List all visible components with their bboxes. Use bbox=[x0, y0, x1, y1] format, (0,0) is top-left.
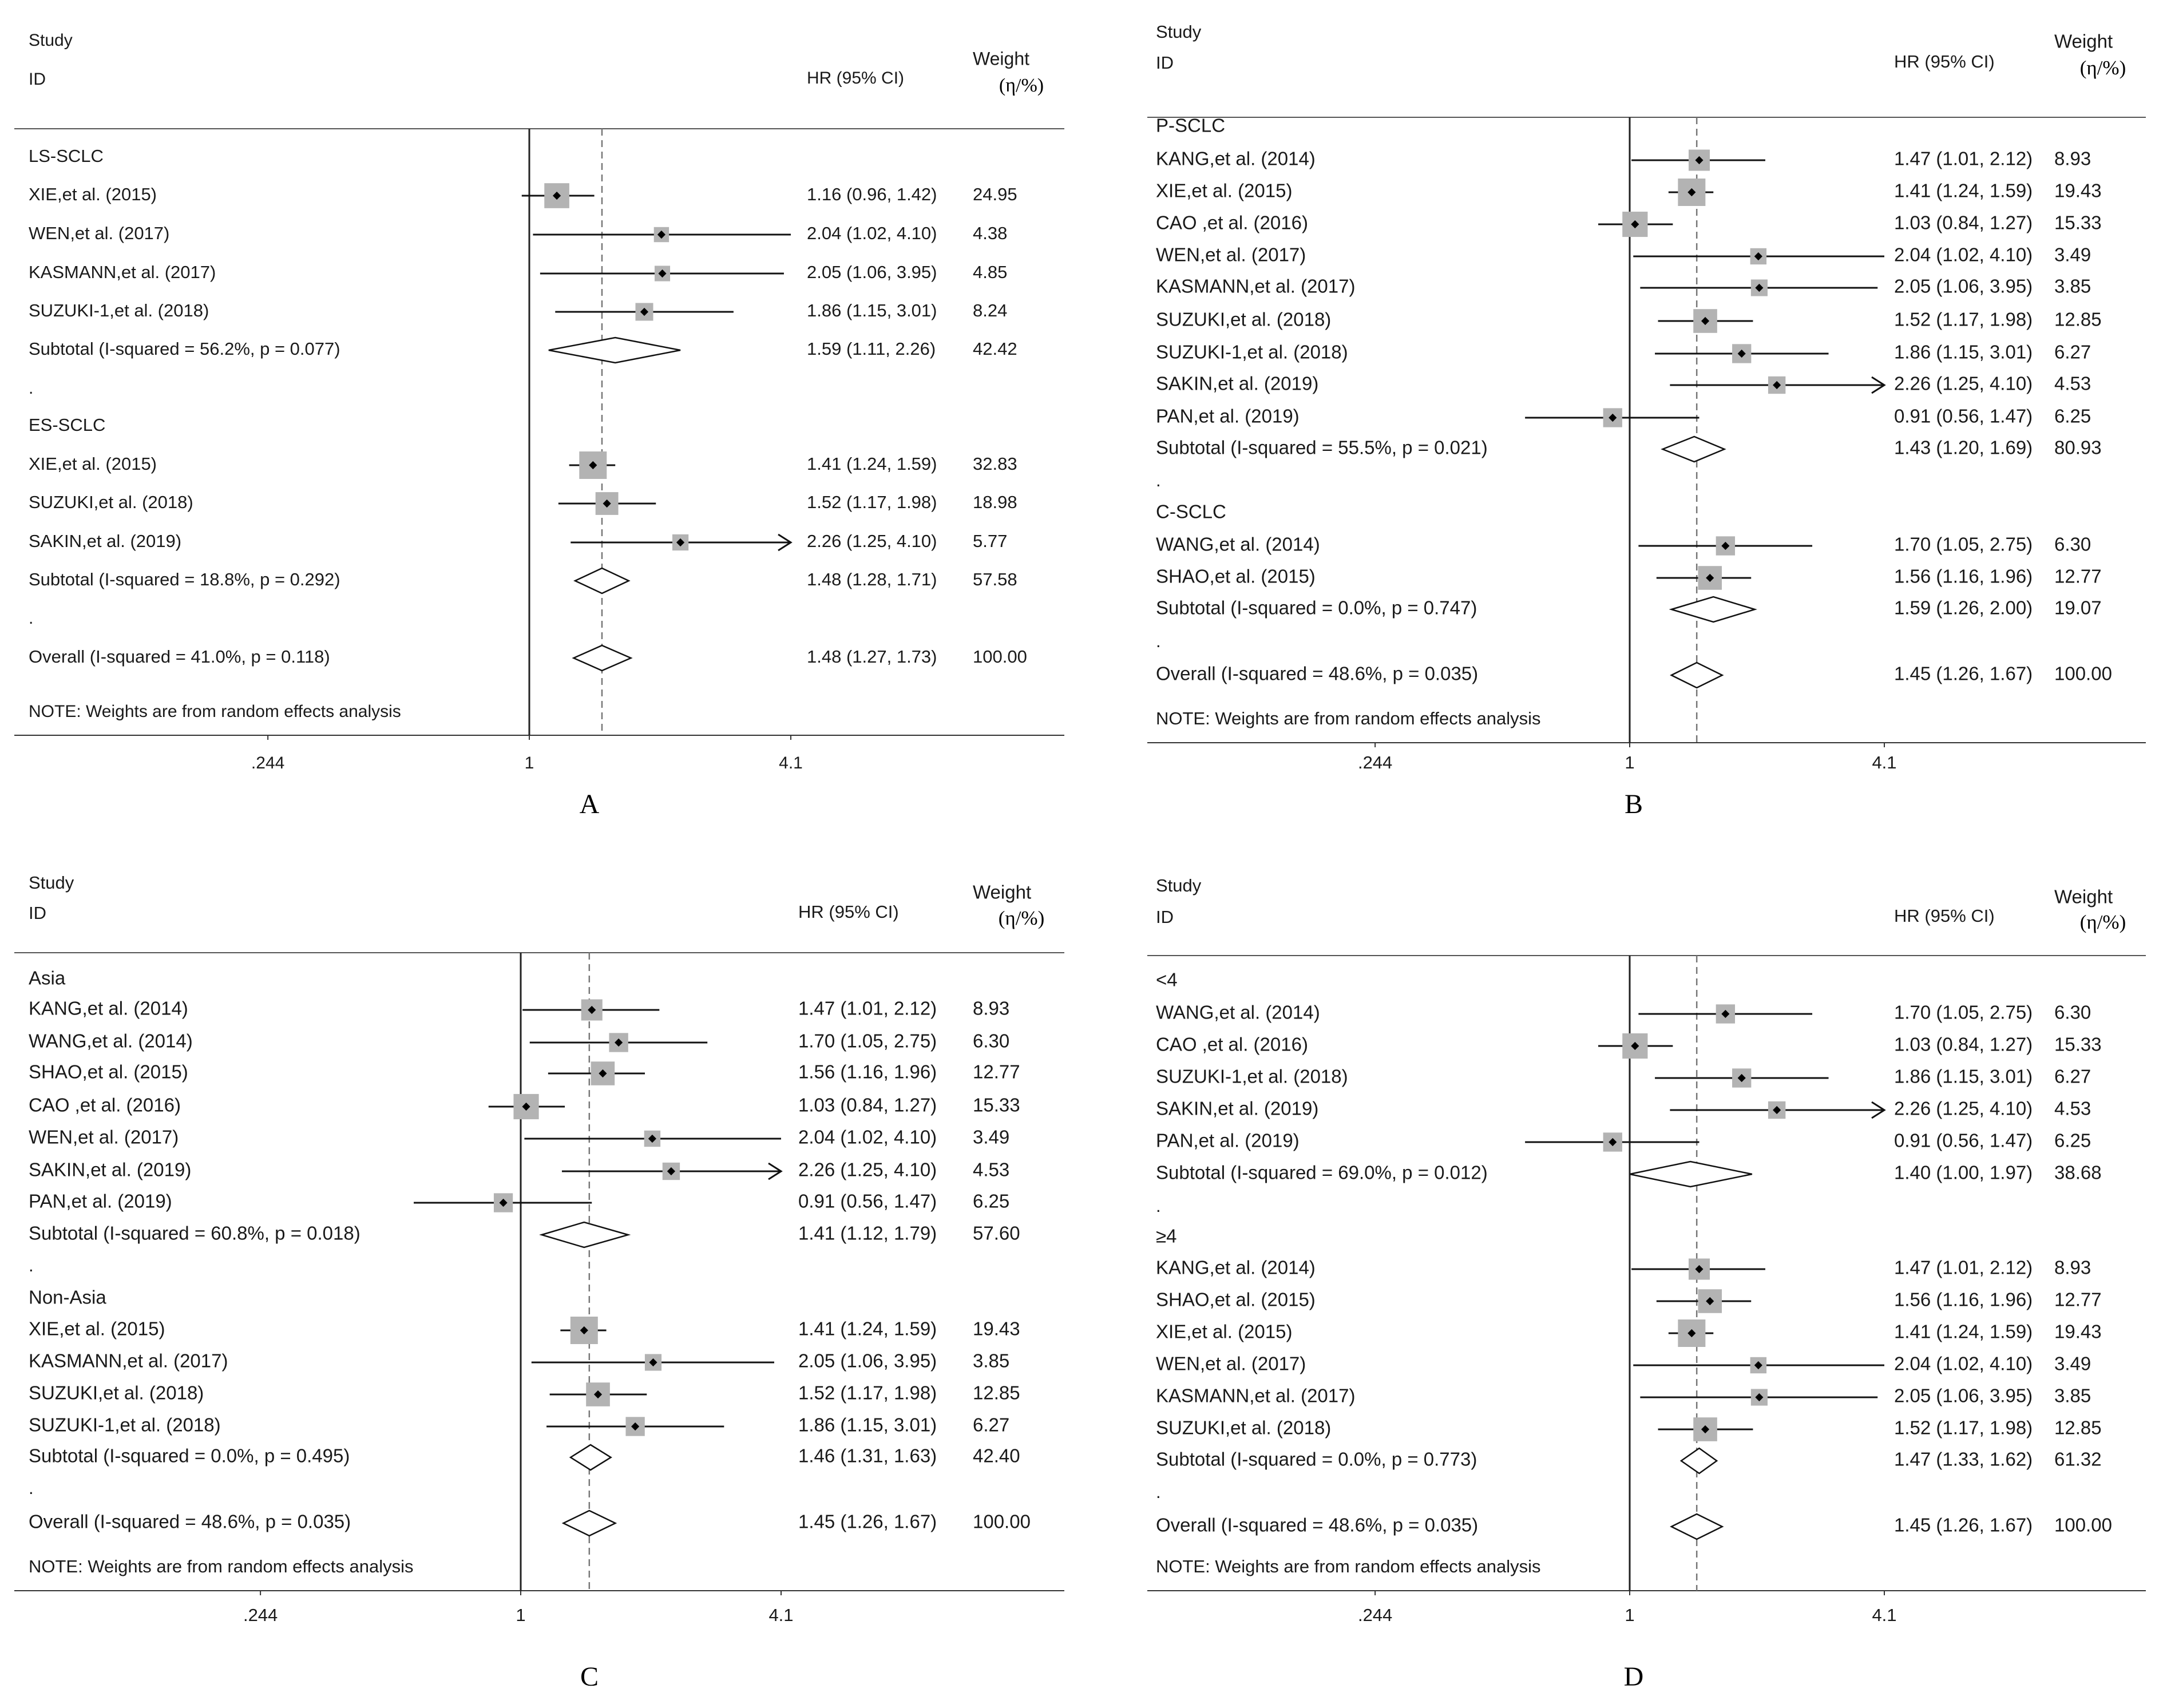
study-weight: 3.85 bbox=[2054, 1385, 2091, 1406]
spacer-dot: . bbox=[1156, 631, 1161, 652]
study-label: SAKIN,et al. (2019) bbox=[29, 531, 182, 552]
study-label: PAN,et al. (2019) bbox=[29, 1190, 172, 1212]
header-hr: HR (95% CI) bbox=[1894, 51, 1995, 72]
header-study: Study bbox=[29, 873, 74, 893]
subtotal-hr-ci: 1.59 (1.11, 2.26) bbox=[807, 339, 936, 359]
header-weight: Weight bbox=[973, 881, 1032, 903]
study-label: KANG,et al. (2014) bbox=[1156, 1257, 1316, 1278]
study-label: WEN,et al. (2017) bbox=[1156, 1353, 1306, 1374]
study-weight: 6.27 bbox=[2054, 341, 2091, 363]
study-weight: 6.25 bbox=[973, 1190, 1010, 1212]
study-weight: 3.85 bbox=[973, 1350, 1010, 1372]
study-hr-ci: 2.04 (1.02, 4.10) bbox=[1894, 244, 2033, 265]
study-weight: 6.25 bbox=[2054, 1130, 2091, 1151]
header-weight: Weight bbox=[2054, 30, 2113, 52]
study-hr-ci: 2.04 (1.02, 4.10) bbox=[1894, 1353, 2033, 1374]
header-weight-unit: (η/%) bbox=[998, 907, 1045, 930]
header-weight: Weight bbox=[2054, 886, 2113, 908]
study-hr-ci: 1.56 (1.16, 1.96) bbox=[1894, 565, 2033, 587]
subtotal-hr-ci: 1.46 (1.31, 1.63) bbox=[798, 1445, 937, 1467]
footnote: NOTE: Weights are from random effects analysis bbox=[1156, 708, 1541, 729]
study-weight: 15.33 bbox=[2054, 1033, 2102, 1055]
study-label: SUZUKI,et al. (2018) bbox=[1156, 1417, 1332, 1438]
study-weight: 32.83 bbox=[973, 454, 1017, 474]
study-label: PAN,et al. (2019) bbox=[1156, 405, 1300, 427]
study-hr-ci: 0.91 (0.56, 1.47) bbox=[798, 1190, 937, 1212]
study-hr-ci: 2.04 (1.02, 4.10) bbox=[807, 223, 937, 244]
study-hr-ci: 0.91 (0.56, 1.47) bbox=[1894, 405, 2033, 427]
subtotal-weight: 61.32 bbox=[2054, 1448, 2102, 1470]
x-tick-label: .244 bbox=[251, 753, 285, 772]
header-hr: HR (95% CI) bbox=[798, 902, 899, 922]
overall-label: Overall (I-squared = 48.6%, p = 0.035) bbox=[1156, 663, 1479, 684]
subtotal-weight: 19.07 bbox=[2054, 597, 2102, 619]
study-hr-ci: 1.56 (1.16, 1.96) bbox=[798, 1061, 937, 1083]
study-weight: 8.93 bbox=[2054, 1257, 2091, 1278]
study-label: SAKIN,et al. (2019) bbox=[1156, 1097, 1319, 1119]
overall-hr-ci: 1.48 (1.27, 1.73) bbox=[807, 647, 937, 667]
study-label: WEN,et al. (2017) bbox=[29, 1126, 179, 1148]
footnote: NOTE: Weights are from random effects analysis bbox=[1156, 1556, 1541, 1577]
overall-hr-ci: 1.45 (1.26, 1.67) bbox=[1894, 663, 2033, 684]
study-weight: 8.93 bbox=[973, 997, 1010, 1019]
study-hr-ci: 2.26 (1.25, 4.10) bbox=[1894, 372, 2033, 394]
study-hr-ci: 1.52 (1.17, 1.98) bbox=[798, 1382, 937, 1404]
study-hr-ci: 1.47 (1.01, 2.12) bbox=[798, 997, 937, 1019]
header-study: Study bbox=[1156, 875, 1202, 896]
study-label: CAO ,et al. (2016) bbox=[29, 1094, 181, 1116]
subtotal-weight: 57.60 bbox=[973, 1222, 1020, 1244]
subtotal-hr-ci: 1.43 (1.20, 1.69) bbox=[1894, 437, 2033, 458]
study-label: SUZUKI,et al. (2018) bbox=[1156, 308, 1332, 330]
overall-weight: 100.00 bbox=[2054, 663, 2112, 684]
study-hr-ci: 1.41 (1.24, 1.59) bbox=[1894, 1321, 2033, 1342]
study-label: KASMANN,et al. (2017) bbox=[29, 1350, 228, 1372]
study-hr-ci: 2.05 (1.06, 3.95) bbox=[1894, 1385, 2033, 1406]
study-label: SHAO,et al. (2015) bbox=[1156, 565, 1316, 587]
header-id: ID bbox=[1156, 53, 1174, 73]
study-label: SUZUKI-1,et al. (2018) bbox=[1156, 1065, 1348, 1087]
study-hr-ci: 1.41 (1.24, 1.59) bbox=[798, 1318, 937, 1340]
x-tick-label: 1 bbox=[516, 1605, 526, 1626]
study-weight: 3.49 bbox=[2054, 1353, 2091, 1374]
forest-panel-b bbox=[1147, 22, 2146, 819]
study-hr-ci: 1.70 (1.05, 2.75) bbox=[798, 1030, 937, 1052]
study-weight: 5.77 bbox=[973, 531, 1008, 552]
subgroup-label: LS-SCLC bbox=[29, 146, 104, 167]
study-hr-ci: 1.41 (1.24, 1.59) bbox=[807, 454, 937, 474]
panel-label: D bbox=[1623, 1662, 1644, 1693]
x-tick-label: 1 bbox=[524, 753, 534, 772]
subtotal-label: Subtotal (I-squared = 0.0%, p = 0.773) bbox=[1156, 1448, 1477, 1470]
overall-label: Overall (I-squared = 48.6%, p = 0.035) bbox=[1156, 1514, 1479, 1536]
subgroup-label: C-SCLC bbox=[1156, 501, 1226, 522]
subtotal-diamond bbox=[1681, 1448, 1717, 1473]
study-label: XIE,et al. (2015) bbox=[29, 184, 157, 205]
overall-label: Overall (I-squared = 48.6%, p = 0.035) bbox=[29, 1511, 351, 1532]
overall-label: Overall (I-squared = 41.0%, p = 0.118) bbox=[29, 647, 330, 667]
x-tick-label: .244 bbox=[1357, 752, 1393, 773]
study-hr-ci: 2.26 (1.25, 4.10) bbox=[798, 1159, 937, 1180]
study-weight: 15.33 bbox=[2054, 212, 2102, 233]
subgroup-label: Asia bbox=[29, 967, 66, 989]
study-hr-ci: 2.26 (1.25, 4.10) bbox=[1894, 1097, 2033, 1119]
study-label: PAN,et al. (2019) bbox=[1156, 1130, 1300, 1151]
forest-panel-c bbox=[14, 873, 1064, 1692]
overall-diamond bbox=[564, 1511, 616, 1536]
subtotal-hr-ci: 1.40 (1.00, 1.97) bbox=[1894, 1162, 2033, 1183]
study-label: WEN,et al. (2017) bbox=[1156, 244, 1306, 265]
study-hr-ci: 1.52 (1.17, 1.98) bbox=[1894, 1417, 2033, 1438]
panel-label: C bbox=[580, 1662, 599, 1693]
study-hr-ci: 1.56 (1.16, 1.96) bbox=[1894, 1289, 2033, 1310]
subtotal-label: Subtotal (I-squared = 0.0%, p = 0.495) bbox=[29, 1445, 350, 1467]
study-label: WANG,et al. (2014) bbox=[1156, 1001, 1320, 1023]
study-label: CAO ,et al. (2016) bbox=[1156, 212, 1308, 233]
study-hr-ci: 1.47 (1.01, 2.12) bbox=[1894, 148, 2033, 169]
study-hr-ci: 0.91 (0.56, 1.47) bbox=[1894, 1130, 2033, 1151]
study-hr-ci: 1.52 (1.17, 1.98) bbox=[807, 492, 937, 513]
study-weight: 19.43 bbox=[2054, 1321, 2102, 1342]
study-weight: 4.53 bbox=[973, 1159, 1010, 1180]
study-weight: 12.85 bbox=[2054, 308, 2102, 330]
forest-panel-a bbox=[14, 31, 1064, 819]
study-label: CAO ,et al. (2016) bbox=[1156, 1033, 1308, 1055]
study-hr-ci: 1.86 (1.15, 3.01) bbox=[798, 1414, 937, 1436]
study-label: KANG,et al. (2014) bbox=[29, 997, 188, 1019]
overall-diamond bbox=[573, 645, 631, 671]
subtotal-hr-ci: 1.59 (1.26, 2.00) bbox=[1894, 597, 2033, 619]
header-study: Study bbox=[29, 30, 73, 50]
subtotal-diamond bbox=[1671, 597, 1755, 622]
study-label: SHAO,et al. (2015) bbox=[29, 1061, 188, 1083]
study-hr-ci: 1.03 (0.84, 1.27) bbox=[1894, 212, 2033, 233]
header-id: ID bbox=[29, 69, 46, 89]
study-label: KASMANN,et al. (2017) bbox=[1156, 275, 1356, 297]
study-hr-ci: 1.03 (0.84, 1.27) bbox=[798, 1094, 937, 1116]
study-weight: 18.98 bbox=[973, 492, 1017, 513]
study-weight: 19.43 bbox=[2054, 180, 2102, 201]
subtotal-weight: 80.93 bbox=[2054, 437, 2102, 458]
forest-panel-d bbox=[1147, 875, 2146, 1692]
study-hr-ci: 1.41 (1.24, 1.59) bbox=[1894, 180, 2033, 201]
study-weight: 19.43 bbox=[973, 1318, 1020, 1340]
footnote: NOTE: Weights are from random effects analysis bbox=[29, 702, 401, 721]
overall-hr-ci: 1.45 (1.26, 1.67) bbox=[798, 1511, 937, 1532]
subtotal-diamond bbox=[575, 568, 629, 593]
subtotal-label: Subtotal (I-squared = 55.5%, p = 0.021) bbox=[1156, 437, 1488, 458]
study-hr-ci: 2.26 (1.25, 4.10) bbox=[807, 531, 937, 552]
subgroup-label: ≥4 bbox=[1156, 1225, 1177, 1247]
x-tick-label: 4.1 bbox=[768, 1605, 794, 1626]
study-label: KANG,et al. (2014) bbox=[1156, 148, 1316, 169]
subtotal-weight: 57.58 bbox=[973, 569, 1017, 590]
study-weight: 6.30 bbox=[2054, 533, 2091, 555]
study-label: WANG,et al. (2014) bbox=[1156, 533, 1320, 555]
subtotal-diamond bbox=[1630, 1162, 1752, 1187]
study-hr-ci: 2.05 (1.06, 3.95) bbox=[1894, 275, 2033, 297]
study-label: WEN,et al. (2017) bbox=[29, 223, 170, 244]
study-label: SUZUKI-1,et al. (2018) bbox=[29, 1414, 221, 1436]
subtotal-label: Subtotal (I-squared = 0.0%, p = 0.747) bbox=[1156, 597, 1477, 619]
study-hr-ci: 2.04 (1.02, 4.10) bbox=[798, 1126, 937, 1148]
study-hr-ci: 1.86 (1.15, 3.01) bbox=[1894, 341, 2033, 363]
footnote: NOTE: Weights are from random effects analysis bbox=[29, 1556, 414, 1577]
study-weight: 12.77 bbox=[2054, 565, 2102, 587]
study-label: SHAO,et al. (2015) bbox=[1156, 1289, 1316, 1310]
subtotal-weight: 38.68 bbox=[2054, 1162, 2102, 1183]
header-weight-unit: (η/%) bbox=[2079, 911, 2126, 934]
subtotal-diamond bbox=[1663, 437, 1725, 462]
spacer-dot: . bbox=[29, 608, 34, 628]
header-id: ID bbox=[29, 903, 46, 924]
header-hr: HR (95% CI) bbox=[807, 68, 905, 88]
study-hr-ci: 1.86 (1.15, 3.01) bbox=[807, 300, 937, 321]
study-label: XIE,et al. (2015) bbox=[1156, 180, 1293, 201]
study-weight: 24.95 bbox=[973, 184, 1017, 205]
header-hr: HR (95% CI) bbox=[1894, 906, 1995, 926]
subtotal-label: Subtotal (I-squared = 60.8%, p = 0.018) bbox=[29, 1222, 360, 1244]
spacer-dot: . bbox=[1156, 470, 1161, 491]
study-weight: 12.85 bbox=[2054, 1417, 2102, 1438]
header-weight: Weight bbox=[973, 48, 1030, 69]
x-tick-label: 1 bbox=[1625, 1605, 1635, 1626]
x-tick-label: 4.1 bbox=[1872, 752, 1897, 773]
study-weight: 4.38 bbox=[973, 223, 1008, 244]
study-label: SUZUKI,et al. (2018) bbox=[29, 1382, 204, 1404]
study-label: KASMANN,et al. (2017) bbox=[29, 262, 216, 283]
header-weight-unit: (η/%) bbox=[2079, 57, 2126, 80]
subtotal-weight: 42.40 bbox=[973, 1445, 1020, 1467]
header-study: Study bbox=[1156, 22, 1202, 42]
panel-label: B bbox=[1624, 789, 1643, 820]
study-hr-ci: 1.86 (1.15, 3.01) bbox=[1894, 1065, 2033, 1087]
study-weight: 3.85 bbox=[2054, 275, 2091, 297]
header-id: ID bbox=[1156, 907, 1174, 928]
overall-weight: 100.00 bbox=[973, 647, 1027, 667]
spacer-dot: . bbox=[29, 1478, 34, 1499]
study-weight: 8.24 bbox=[973, 300, 1008, 321]
study-weight: 6.30 bbox=[973, 1030, 1010, 1052]
study-label: XIE,et al. (2015) bbox=[29, 454, 157, 474]
study-label: SAKIN,et al. (2019) bbox=[1156, 372, 1319, 394]
study-weight: 12.77 bbox=[2054, 1289, 2102, 1310]
study-hr-ci: 1.52 (1.17, 1.98) bbox=[1894, 308, 2033, 330]
subtotal-label: Subtotal (I-squared = 69.0%, p = 0.012) bbox=[1156, 1162, 1488, 1183]
x-tick-label: .244 bbox=[1357, 1605, 1393, 1626]
study-weight: 6.25 bbox=[2054, 405, 2091, 427]
spacer-dot: . bbox=[29, 378, 34, 398]
study-hr-ci: 2.05 (1.06, 3.95) bbox=[807, 262, 937, 283]
study-hr-ci: 1.70 (1.05, 2.75) bbox=[1894, 1001, 2033, 1023]
spacer-dot: . bbox=[1156, 1482, 1161, 1503]
subtotal-diamond bbox=[542, 1222, 628, 1247]
study-weight: 4.53 bbox=[2054, 372, 2091, 394]
subgroup-label: <4 bbox=[1156, 969, 1178, 990]
study-hr-ci: 2.05 (1.06, 3.95) bbox=[798, 1350, 937, 1372]
study-label: XIE,et al. (2015) bbox=[29, 1318, 165, 1340]
study-label: WANG,et al. (2014) bbox=[29, 1030, 193, 1052]
study-weight: 6.27 bbox=[2054, 1065, 2091, 1087]
subtotal-label: Subtotal (I-squared = 56.2%, p = 0.077) bbox=[29, 339, 340, 359]
x-tick-label: .244 bbox=[243, 1605, 278, 1626]
subtotal-hr-ci: 1.41 (1.12, 1.79) bbox=[798, 1222, 937, 1244]
study-label: SUZUKI-1,et al. (2018) bbox=[29, 300, 209, 321]
study-hr-ci: 1.16 (0.96, 1.42) bbox=[807, 184, 937, 205]
overall-weight: 100.00 bbox=[2054, 1514, 2112, 1536]
x-tick-label: 4.1 bbox=[1872, 1605, 1897, 1626]
study-hr-ci: 1.03 (0.84, 1.27) bbox=[1894, 1033, 2033, 1055]
subgroup-label: Non-Asia bbox=[29, 1286, 106, 1308]
study-label: XIE,et al. (2015) bbox=[1156, 1321, 1293, 1342]
study-weight: 12.85 bbox=[973, 1382, 1020, 1404]
spacer-dot: . bbox=[1156, 1196, 1161, 1216]
study-weight: 6.27 bbox=[973, 1414, 1010, 1436]
study-weight: 12.77 bbox=[973, 1061, 1020, 1083]
study-weight: 8.93 bbox=[2054, 148, 2091, 169]
study-weight: 15.33 bbox=[973, 1094, 1020, 1116]
study-weight: 4.85 bbox=[973, 262, 1008, 283]
study-weight: 6.30 bbox=[2054, 1001, 2091, 1023]
header-weight-unit: (η/%) bbox=[999, 74, 1044, 96]
subgroup-label: P-SCLC bbox=[1156, 114, 1226, 136]
subtotal-label: Subtotal (I-squared = 18.8%, p = 0.292) bbox=[29, 569, 340, 590]
study-weight: 3.49 bbox=[2054, 244, 2091, 265]
study-weight: 4.53 bbox=[2054, 1097, 2091, 1119]
study-hr-ci: 1.47 (1.01, 2.12) bbox=[1894, 1257, 2033, 1278]
overall-weight: 100.00 bbox=[973, 1511, 1031, 1532]
study-label: KASMANN,et al. (2017) bbox=[1156, 1385, 1356, 1406]
subtotal-diamond bbox=[549, 338, 680, 363]
x-tick-label: 4.1 bbox=[779, 753, 803, 772]
study-weight: 3.49 bbox=[973, 1126, 1010, 1148]
study-label: SUZUKI,et al. (2018) bbox=[29, 492, 193, 513]
study-hr-ci: 1.70 (1.05, 2.75) bbox=[1894, 533, 2033, 555]
study-label: SUZUKI-1,et al. (2018) bbox=[1156, 341, 1348, 363]
overall-diamond bbox=[1671, 1514, 1722, 1539]
subgroup-label: ES-SCLC bbox=[29, 415, 106, 435]
subtotal-weight: 42.42 bbox=[973, 339, 1017, 359]
spacer-dot: . bbox=[29, 1255, 34, 1276]
subtotal-diamond bbox=[571, 1445, 611, 1470]
overall-hr-ci: 1.45 (1.26, 1.67) bbox=[1894, 1514, 2033, 1536]
x-tick-label: 1 bbox=[1625, 752, 1635, 773]
subtotal-hr-ci: 1.47 (1.33, 1.62) bbox=[1894, 1448, 2033, 1470]
study-label: SAKIN,et al. (2019) bbox=[29, 1159, 192, 1180]
overall-diamond bbox=[1671, 663, 1722, 688]
subtotal-hr-ci: 1.48 (1.28, 1.71) bbox=[807, 569, 937, 590]
panel-label: A bbox=[579, 789, 600, 820]
